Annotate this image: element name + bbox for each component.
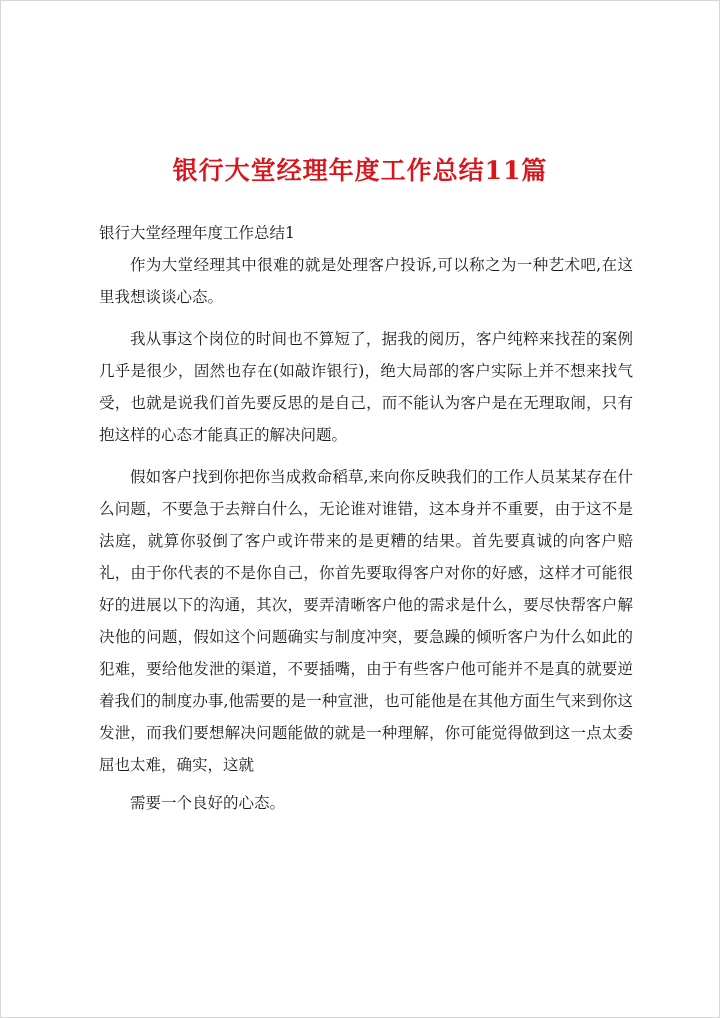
document-title: 银行大堂经理年度工作总结11篇 xyxy=(172,156,548,185)
section-heading: 银行大堂经理年度工作总结1 xyxy=(99,224,295,242)
paragraph-1: 作为大堂经理其中很难的就是处理客户投诉,可以称之为一种艺术吧,在这里我想谈谈心态。 xyxy=(99,256,633,306)
paragraph-3: 假如客户找到你把你当成救命稻草,来向你反映我们的工作人员某某存在什么问题，不要急于去辩白什么，无论谁对谁错，这本身并不重要，由于这不是法庭，就算你驳倒了客户或许带来的是更糟的结果。首先要真诚的向客户赔礼，由于你代表的不是你自己，你首先要取得客户对你的好感，这样才可能很好的进展以下的沟通，其次，要弄清晰客户他的需求是什么，要尽快帮客户解决他的问题，假如这个问题确实与制度冲突，要急躁的倾听客户为什么如此的犯难，要给他发泄的渠道，不要插嘴，由于有些客户他可能并不是真的就要逆着我们的制度办事,他需要的是一种宣泄，也可能他是在其他方面生气来到你这发泄，而我们要想解决问题能做的就是一种理解，你可能觉得做到这一点太委屈也太难，确实，这就 xyxy=(99,468,633,774)
paragraph-2: 我从事这个岗位的时间也不算短了，据我的阅历，客户纯粹来找茬的案例几乎是很少，固然也存在(如敲诈银行)，绝大局部的客户实际上并不想来找气受，也就是说我们首先要反思的是自己，而不能认为客户是在无理取闹，只有抱这样的心态才能真正的解决问题。 xyxy=(99,330,633,444)
paragraph-4: 需要一个良好的心态。 xyxy=(130,794,286,812)
document-body xyxy=(99,217,633,819)
